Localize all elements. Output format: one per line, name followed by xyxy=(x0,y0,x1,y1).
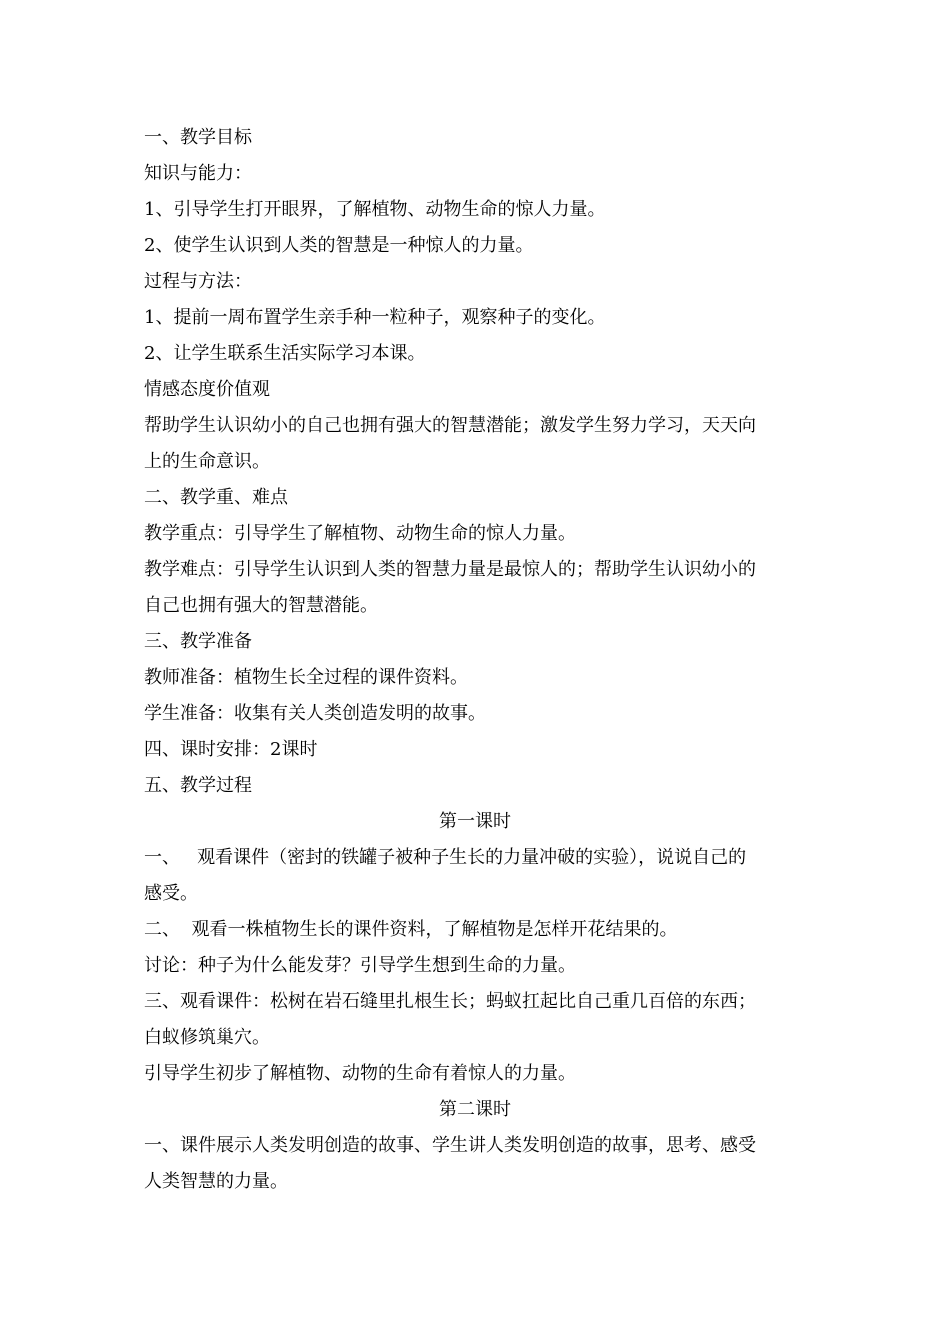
text-line: 讨论：种子为什么能发芽？引导学生想到生命的力量。 xyxy=(144,955,576,976)
text-line: 帮助学生认识幼小的自己也拥有强大的智慧潜能；激发学生努力学习，天天向 xyxy=(144,415,756,436)
text-line: 白蚁修筑巢穴。 xyxy=(144,1027,270,1048)
document-page xyxy=(144,120,806,1200)
section-heading-objectives: 一、教学目标 xyxy=(144,127,252,148)
text-line: 2、使学生认识到人类的智慧是一种惊人的力量。 xyxy=(144,235,534,256)
text-line: 1、引导学生打开眼界，了解植物、动物生命的惊人力量。 xyxy=(144,199,606,220)
text-line: 自己也拥有强大的智慧潜能。 xyxy=(144,595,378,616)
text-line: 三、观看课件：松树在岩石缝里扎根生长；蚂蚁扛起比自己重几百倍的东西； xyxy=(144,991,756,1012)
text-line: 学生准备：收集有关人类创造发明的故事。 xyxy=(144,703,486,724)
lesson-title-first: 第一课时 xyxy=(439,811,511,832)
text-line: 一、课件展示人类发明创造的故事、学生讲人类发明创造的故事，思考、感受 xyxy=(144,1135,756,1156)
section-heading-schedule: 四、课时安排：2课时 xyxy=(144,739,318,760)
subheading-process-method: 过程与方法： xyxy=(144,271,252,292)
text-line: 二、 观看一株植物生长的课件资料，了解植物是怎样开花结果的。 xyxy=(144,919,678,940)
text-line: 教师准备：植物生长全过程的课件资料。 xyxy=(144,667,468,688)
subheading-knowledge-ability: 知识与能力： xyxy=(144,163,252,184)
subheading-attitude-values: 情感态度价值观 xyxy=(144,379,270,400)
text-line: 2、让学生联系生活实际学习本课。 xyxy=(144,343,426,364)
lesson-title-second: 第二课时 xyxy=(439,1099,511,1120)
text-line: 教学难点：引导学生认识到人类的智慧力量是最惊人的；帮助学生认识幼小的 xyxy=(144,559,756,580)
text-line: 人类智慧的力量。 xyxy=(144,1171,288,1192)
text-line: 引导学生初步了解植物、动物的生命有着惊人的力量。 xyxy=(144,1063,576,1084)
text-line: 感受。 xyxy=(144,883,198,904)
text-line: 上的生命意识。 xyxy=(144,451,270,472)
section-heading-key-points: 二、教学重、难点 xyxy=(144,487,288,508)
text-line: 1、提前一周布置学生亲手种一粒种子，观察种子的变化。 xyxy=(144,307,606,328)
text-line: 一、 观看课件（密封的铁罐子被种子生长的力量冲破的实验），说说自己的 xyxy=(144,847,747,868)
section-heading-preparation: 三、教学准备 xyxy=(144,631,252,652)
text-line: 教学重点：引导学生了解植物、动物生命的惊人力量。 xyxy=(144,523,576,544)
section-heading-process: 五、教学过程 xyxy=(144,775,252,796)
